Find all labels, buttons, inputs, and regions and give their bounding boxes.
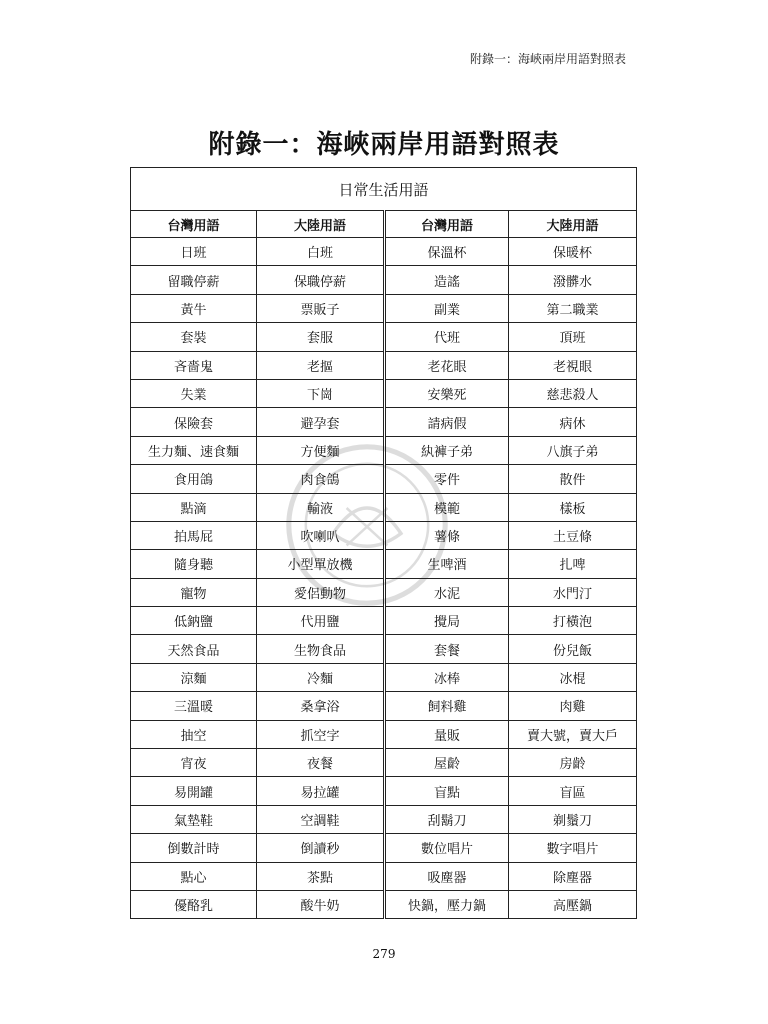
table-row (131, 578, 637, 606)
table-row (131, 238, 637, 266)
mainland-term-cell: 空調鞋 (257, 805, 385, 833)
taiwan-term-cell: 零件 (385, 465, 509, 493)
mainland-term-cell: 套服 (257, 323, 385, 351)
taiwan-term-cell: 黃牛 (131, 294, 257, 322)
mainland-term-cell: 吹喇叭 (257, 521, 385, 549)
mainland-term-cell: 剃鬚刀 (509, 805, 637, 833)
table-row (131, 379, 637, 407)
page-number: 279 (372, 947, 396, 961)
taiwan-term-cell: 快鍋，壓力鍋 (385, 890, 509, 918)
taiwan-term-cell: 刮鬍刀 (385, 805, 509, 833)
mainland-term-cell: 頂班 (509, 323, 637, 351)
table-row (131, 465, 637, 493)
mainland-term-cell: 八旗子弟 (509, 436, 637, 464)
taiwan-term-cell: 點滴 (131, 493, 257, 521)
taiwan-term-cell: 紈褲子弟 (385, 436, 509, 464)
section-title: 日常生活用語 (131, 168, 637, 211)
taiwan-term-cell: 拍馬屁 (131, 521, 257, 549)
table-row (131, 663, 637, 691)
mainland-term-cell: 第二職業 (509, 294, 637, 322)
mainland-term-cell: 打橫泡 (509, 607, 637, 635)
taiwan-term-cell: 攪局 (385, 607, 509, 635)
taiwan-term-cell: 涼麵 (131, 663, 257, 691)
taiwan-term-cell: 套餐 (385, 635, 509, 663)
column-header-row (131, 211, 637, 238)
taiwan-term-cell: 三溫暖 (131, 692, 257, 720)
mainland-term-cell: 肉食鴿 (257, 465, 385, 493)
mainland-term-cell: 數字唱片 (509, 834, 637, 862)
mainland-term-cell: 白班 (257, 238, 385, 266)
taiwan-term-cell: 日班 (131, 238, 257, 266)
taiwan-term-cell: 低鈉鹽 (131, 607, 257, 635)
mainland-term-cell: 高壓鍋 (509, 890, 637, 918)
table-row (131, 890, 637, 918)
table-row (131, 323, 637, 351)
mainland-term-cell: 保職停薪 (257, 266, 385, 294)
table-row (131, 436, 637, 464)
mainland-term-cell: 抓空字 (257, 720, 385, 748)
mainland-term-cell: 易拉罐 (257, 777, 385, 805)
mainland-term-cell: 老視眼 (509, 351, 637, 379)
page-title: 附錄一：海峽兩岸用語對照表 (208, 130, 560, 160)
mainland-term-cell: 肉雞 (509, 692, 637, 720)
taiwan-term-cell: 保險套 (131, 408, 257, 436)
taiwan-term-cell: 吝嗇鬼 (131, 351, 257, 379)
terminology-table (130, 167, 637, 919)
taiwan-term-cell: 屋齡 (385, 749, 509, 777)
table-row (131, 635, 637, 663)
taiwan-term-cell: 保溫杯 (385, 238, 509, 266)
mainland-term-cell: 土豆條 (509, 521, 637, 549)
table-row (131, 805, 637, 833)
mainland-term-cell: 冷麵 (257, 663, 385, 691)
taiwan-term-cell: 天然食品 (131, 635, 257, 663)
taiwan-term-cell: 量販 (385, 720, 509, 748)
mainland-term-cell: 份兒飯 (509, 635, 637, 663)
table-row (131, 749, 637, 777)
mainland-term-cell: 保暖杯 (509, 238, 637, 266)
mainland-term-cell: 房齡 (509, 749, 637, 777)
table-row (131, 493, 637, 521)
taiwan-term-cell: 抽空 (131, 720, 257, 748)
mainland-term-cell: 散件 (509, 465, 637, 493)
taiwan-term-cell: 飼料雞 (385, 692, 509, 720)
mainland-term-cell: 下崗 (257, 379, 385, 407)
taiwan-term-cell: 點心 (131, 862, 257, 890)
table-body (131, 238, 637, 919)
taiwan-term-cell: 食用鴿 (131, 465, 257, 493)
taiwan-term-cell: 模範 (385, 493, 509, 521)
taiwan-term-cell: 吸塵器 (385, 862, 509, 890)
taiwan-term-cell: 寵物 (131, 578, 257, 606)
table-row (131, 862, 637, 890)
taiwan-term-cell: 失業 (131, 379, 257, 407)
mainland-term-cell: 代用鹽 (257, 607, 385, 635)
mainland-term-cell: 病休 (509, 408, 637, 436)
taiwan-term-cell: 代班 (385, 323, 509, 351)
taiwan-term-cell: 留職停薪 (131, 266, 257, 294)
table-row (131, 834, 637, 862)
taiwan-term-cell: 老花眼 (385, 351, 509, 379)
mainland-term-cell: 茶點 (257, 862, 385, 890)
table-row (131, 777, 637, 805)
taiwan-term-cell: 套裝 (131, 323, 257, 351)
mainland-term-cell: 票販子 (257, 294, 385, 322)
taiwan-term-cell: 優酪乳 (131, 890, 257, 918)
mainland-term-cell: 方便麵 (257, 436, 385, 464)
mainland-term-cell: 水門汀 (509, 578, 637, 606)
mainland-term-cell: 除塵器 (509, 862, 637, 890)
mainland-term-cell: 老摳 (257, 351, 385, 379)
taiwan-term-cell: 生力麵、速食麵 (131, 436, 257, 464)
table-row (131, 550, 637, 578)
mainland-term-cell: 賣大號，賣大戶 (509, 720, 637, 748)
taiwan-term-cell: 易開罐 (131, 777, 257, 805)
taiwan-term-cell: 隨身聽 (131, 550, 257, 578)
column-header-taiwan-2: 台灣用語 (385, 211, 509, 238)
mainland-term-cell: 夜餐 (257, 749, 385, 777)
mainland-term-cell: 盲區 (509, 777, 637, 805)
table-row (131, 720, 637, 748)
mainland-term-cell: 潑髒水 (509, 266, 637, 294)
mainland-term-cell: 愛侶動物 (257, 578, 385, 606)
column-header-taiwan-1: 台灣用語 (131, 211, 257, 238)
table-row (131, 351, 637, 379)
table-row (131, 294, 637, 322)
running-header: 附錄一：海峽兩岸用語對照表 (469, 52, 626, 66)
table-row (131, 408, 637, 436)
taiwan-term-cell: 副業 (385, 294, 509, 322)
mainland-term-cell: 倒讀秒 (257, 834, 385, 862)
taiwan-term-cell: 倒數計時 (131, 834, 257, 862)
mainland-term-cell: 生物食品 (257, 635, 385, 663)
taiwan-term-cell: 冰棒 (385, 663, 509, 691)
column-header-mainland-2: 大陸用語 (509, 211, 637, 238)
mainland-term-cell: 慈悲殺人 (509, 379, 637, 407)
taiwan-term-cell: 宵夜 (131, 749, 257, 777)
mainland-term-cell: 輸液 (257, 493, 385, 521)
mainland-term-cell: 樣板 (509, 493, 637, 521)
table-row (131, 692, 637, 720)
taiwan-term-cell: 盲點 (385, 777, 509, 805)
mainland-term-cell: 冰棍 (509, 663, 637, 691)
taiwan-term-cell: 水泥 (385, 578, 509, 606)
taiwan-term-cell: 薯條 (385, 521, 509, 549)
mainland-term-cell: 酸牛奶 (257, 890, 385, 918)
mainland-term-cell: 桑拿浴 (257, 692, 385, 720)
column-header-mainland-1: 大陸用語 (257, 211, 385, 238)
mainland-term-cell: 扎啤 (509, 550, 637, 578)
mainland-term-cell: 小型單放機 (257, 550, 385, 578)
table-row (131, 266, 637, 294)
taiwan-term-cell: 數位唱片 (385, 834, 509, 862)
taiwan-term-cell: 請病假 (385, 408, 509, 436)
taiwan-term-cell: 造謠 (385, 266, 509, 294)
table-row (131, 521, 637, 549)
taiwan-term-cell: 生啤酒 (385, 550, 509, 578)
table-row (131, 607, 637, 635)
taiwan-term-cell: 安樂死 (385, 379, 509, 407)
taiwan-term-cell: 氣墊鞋 (131, 805, 257, 833)
mainland-term-cell: 避孕套 (257, 408, 385, 436)
